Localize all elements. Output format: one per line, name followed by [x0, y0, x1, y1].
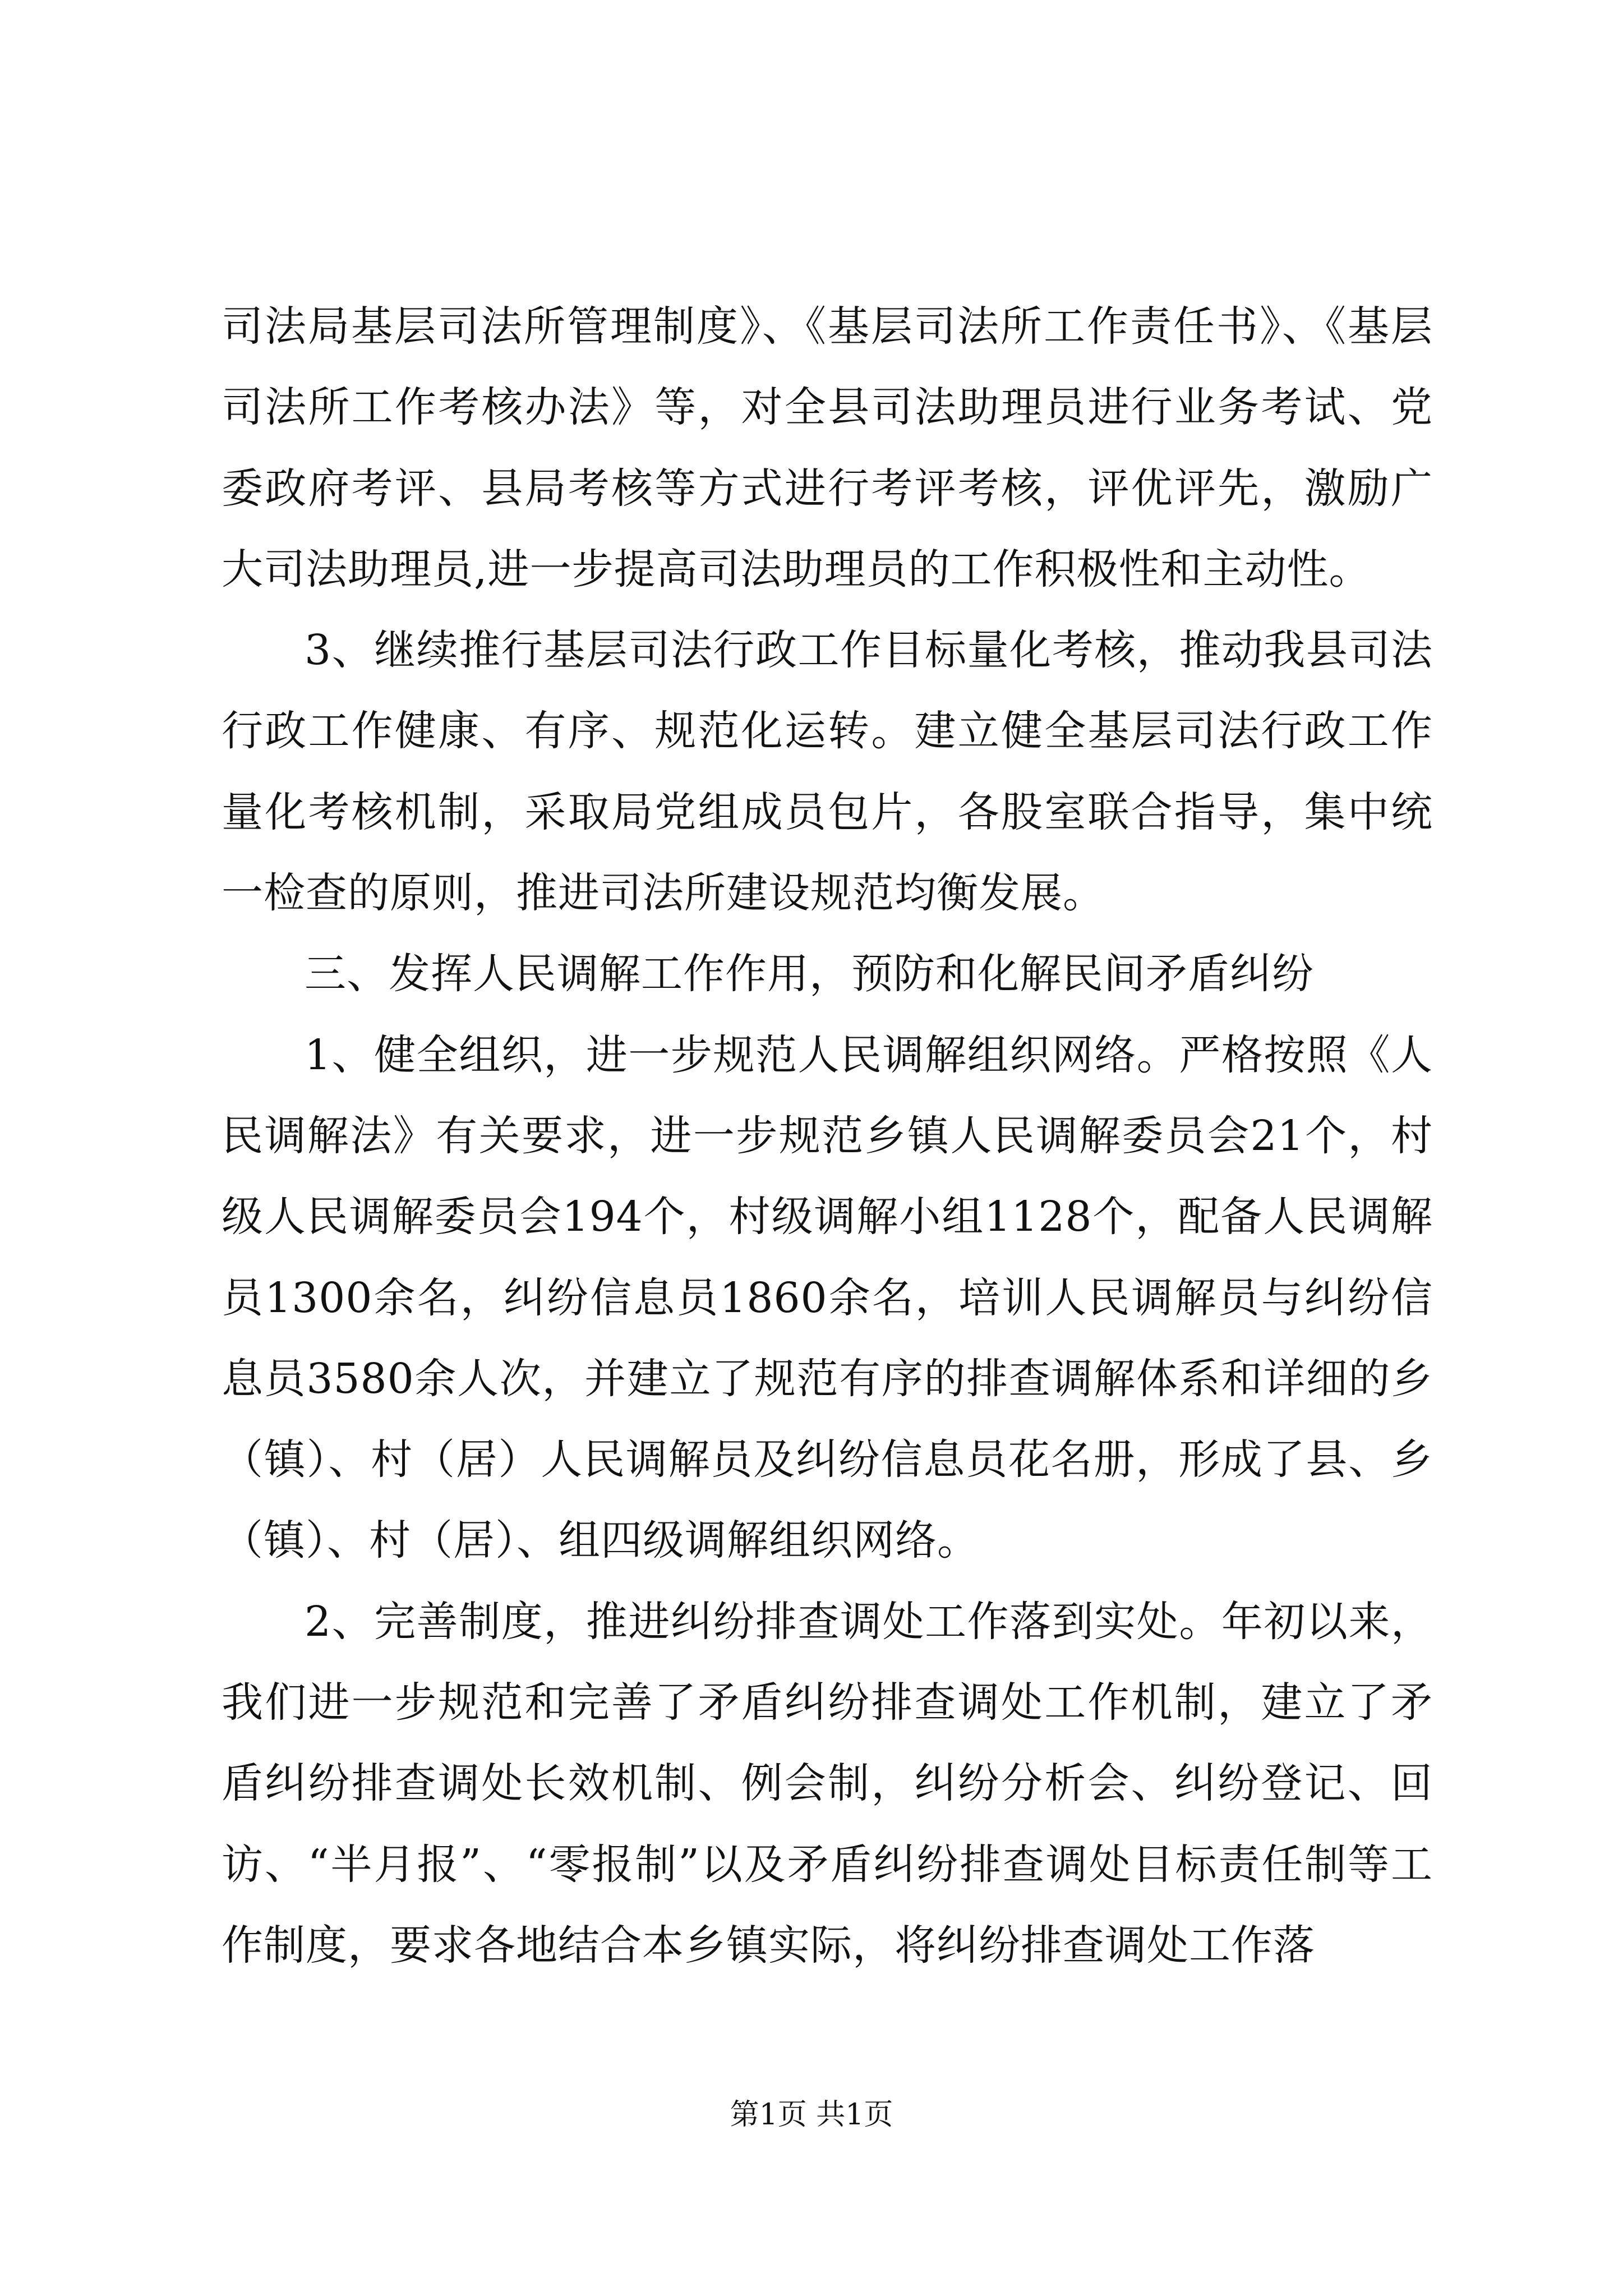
document-body — [222, 286, 1433, 1986]
paragraph-item-1: 1、健全组织，进一步规范人民调解组织网络。严格按照《人民调解法》有关要求，进一步规范乡镇人民调解委员会21个，村级人民调解委员会194个，村级调解小组1128个，配备人民调解员1300余名，纠纷信息员1860余名，培训人民调解员与纠纷信息员3580余人次，并建立了规范有序的排查调解体系和详细的乡（镇）、村（居）人民调解员及纠纷信息员花名册，形成了县、乡（镇）、村（居）、组四级调解组织网络。 — [222, 1030, 1433, 1565]
paragraph-item-3: 3、继续推行基层司法行政工作目标量化考核，推动我县司法行政工作健康、有序、规范化运转。建立健全基层司法行政工作量化考核机制，采取局党组成员包片，各股室联合指导，集中统一检查的原则，推进司法所建设规范均衡发展。 — [222, 626, 1433, 918]
section-heading-3: 三、发挥人民调解工作作用，预防和化解民间矛盾纠纷 — [305, 950, 1314, 999]
paragraph-item-2: 2、完善制度，推进纠纷排查调处工作落到实处。年初以来，我们进一步规范和完善了矛盾纠纷排查调处工作机制，建立了矛盾纠纷排查调处长效机制、例会制，纠纷分析会、纠纷登记、回访、“半月报”、“零报制”以及矛盾纠纷排查调处目标责任制等工作制度，要求各地结合本乡镇实际，将纠纷排查调处工作落 — [222, 1597, 1433, 1970]
paragraph-continuation: 司法局基层司法所管理制度》、《基层司法所工作责任书》、《基层司法所工作考核办法》等，对全县司法助理员进行业务考试、党委政府考评、县局考核等方式进行考评考核，评优评先，激励广大司法助理员,进一步提高司法助理员的工作积极性和主动性。 — [222, 302, 1433, 593]
page-footer: 第1页 共1页 — [730, 2098, 893, 2132]
